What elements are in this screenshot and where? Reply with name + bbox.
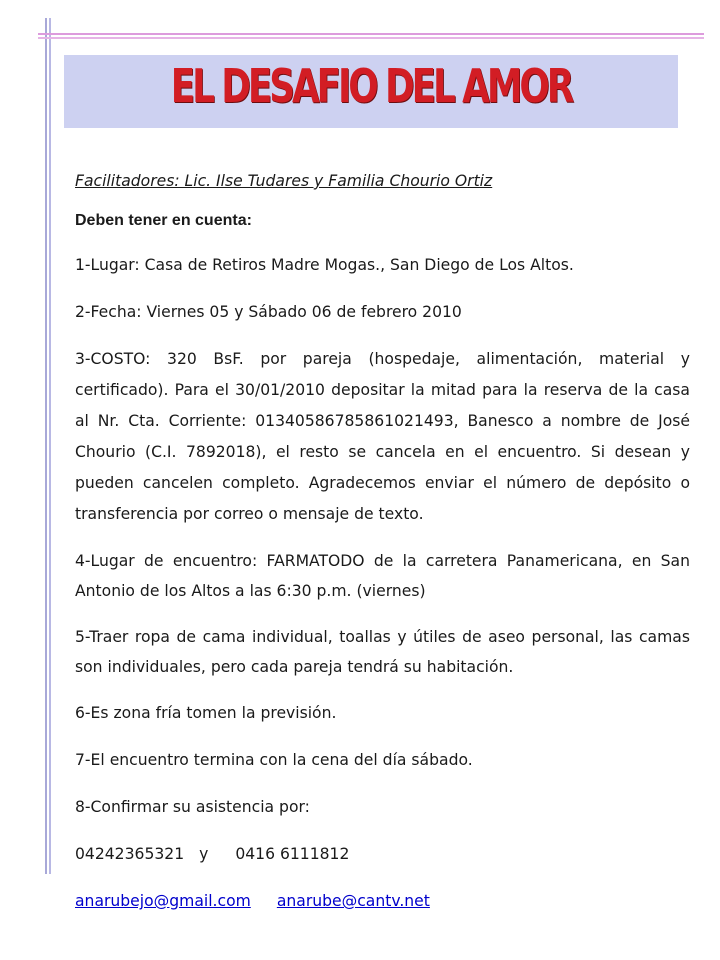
item-text: 5-Traer ropa de cama individual, toallas y útiles de aseo personal, las camas son individuales, pero cada pareja tendrá su habitación. [75, 628, 690, 676]
title-banner [64, 55, 678, 128]
phone-number: 04242365321 [75, 845, 185, 863]
top-border-line [38, 33, 704, 35]
top-border-line-inner [38, 37, 704, 39]
left-border-line [45, 18, 47, 874]
phones-line [75, 839, 690, 870]
phone-separator: y [199, 845, 209, 863]
item-cold-zone [75, 698, 690, 729]
item-text: 2-Fecha: Viernes 05 y Sábado 06 de febrero 2010 [75, 303, 462, 321]
item-text: 1-Lugar: Casa de Retiros Madre Mogas., San Diego de Los Altos. [75, 256, 574, 274]
item-end [75, 745, 690, 776]
item-text: 8-Confirmar su asistencia por: [75, 798, 310, 816]
item-text: 7-El encuentro termina con la cena del día sábado. [75, 751, 473, 769]
emails-line [75, 886, 690, 917]
email-link[interactable]: anarube@cantv.net [276, 892, 430, 910]
document-body [75, 168, 690, 933]
item-confirm [75, 792, 690, 823]
phone-number: 0416 6111812 [235, 845, 350, 863]
item-date [75, 297, 690, 328]
item-text: 4-Lugar de encuentro: FARMATODO de la carretera Panamericana, en San Antonio de los Altos a las 6:30 p.m. (viernes) [75, 552, 690, 600]
item-location [75, 250, 690, 281]
notice-heading: Deben tener en cuenta: [75, 212, 252, 229]
page-title: EL DESAFIO DEL AMOR [170, 59, 572, 113]
left-border-line-inner [49, 18, 51, 874]
item-text: 3-COSTO: 320 BsF. por pareja (hospedaje, alimentación, material y certificado). Para el 30/01/2010 depositar la mitad para la reserva de la casa al Nr. Cta. Corriente: 01340586785861021493, Banesco a nombre de José Chourio (C.I. 7892018), el resto se cancela en el encuentro. Si desean y pueden cancelen completo. Agradecemos enviar el número de depósito o transferencia por correo o mensaje de texto. [75, 350, 690, 523]
item-cost [75, 344, 690, 530]
item-text: 6-Es zona fría tomen la previsión. [75, 704, 337, 722]
item-meeting-point [75, 546, 690, 606]
facilitators-line: Facilitadores: Lic. Ilse Tudares y Familia Chourio Ortiz [75, 172, 493, 190]
email-link[interactable]: anarubejo@gmail.com [75, 892, 251, 910]
item-bring [75, 622, 690, 682]
